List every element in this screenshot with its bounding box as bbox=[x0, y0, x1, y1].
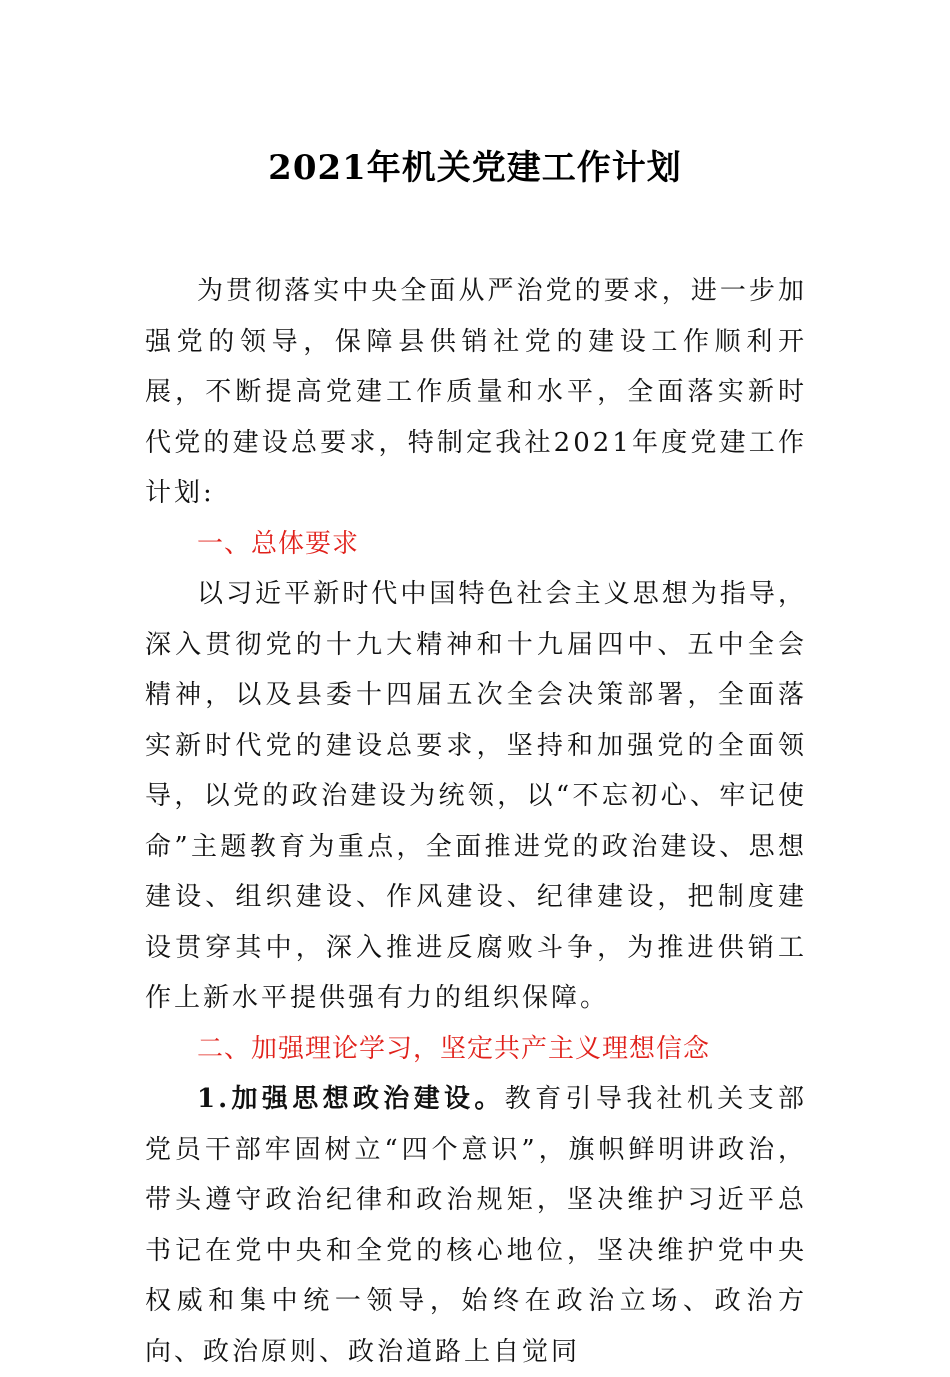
section-2-item-1 bbox=[145, 1074, 807, 1377]
intro-paragraph: 为贯彻落实中央全面从严治党的要求，进一步加强党的领导，保障县供销社党的建设工作顺利开展，不断提高党建工作质量和水平，全面落实新时代党的建设总要求，特制定我社2021年度党建工作计划: bbox=[145, 276, 807, 508]
section-2-heading: 二、加强理论学习，坚定共产主义理想信念 bbox=[197, 1033, 711, 1064]
document-title: 2021年机关党建工作计划 bbox=[268, 148, 682, 188]
item-1-lead: 1.加强思想政治建设。 bbox=[197, 1084, 505, 1114]
item-1-text: 教育引导我社机关支部党员干部牢固树立“四个意识”，旗帜鲜明讲政治，带头遵守政治纪律和政治规矩，坚决维护习近平总书记在党中央和全党的核心地位，坚决维护党中央权威和集中统一领导，始终在政治立场、政治方向、政治原则、政治道路上自觉同 bbox=[145, 1084, 807, 1367]
section-1-heading: 一、总体要求 bbox=[197, 528, 360, 559]
document-body bbox=[145, 266, 807, 1377]
section-1-paragraph: 以习近平新时代中国特色社会主义思想为指导，深入贯彻党的十九大精神和十九届四中、五中全会精神，以及县委十四届五次全会决策部署，全面落实新时代党的建设总要求，坚持和加强党的全面领导，以党的政治建设为统领，以“不忘初心、牢记使命”主题教育为重点，全面推进党的政治建设、思想建设、组织建设、作风建设、纪律建设，把制度建设贯穿其中，深入推进反腐败斗争，为推进供销工作上新水平提供强有力的组织保障。 bbox=[145, 579, 807, 1013]
